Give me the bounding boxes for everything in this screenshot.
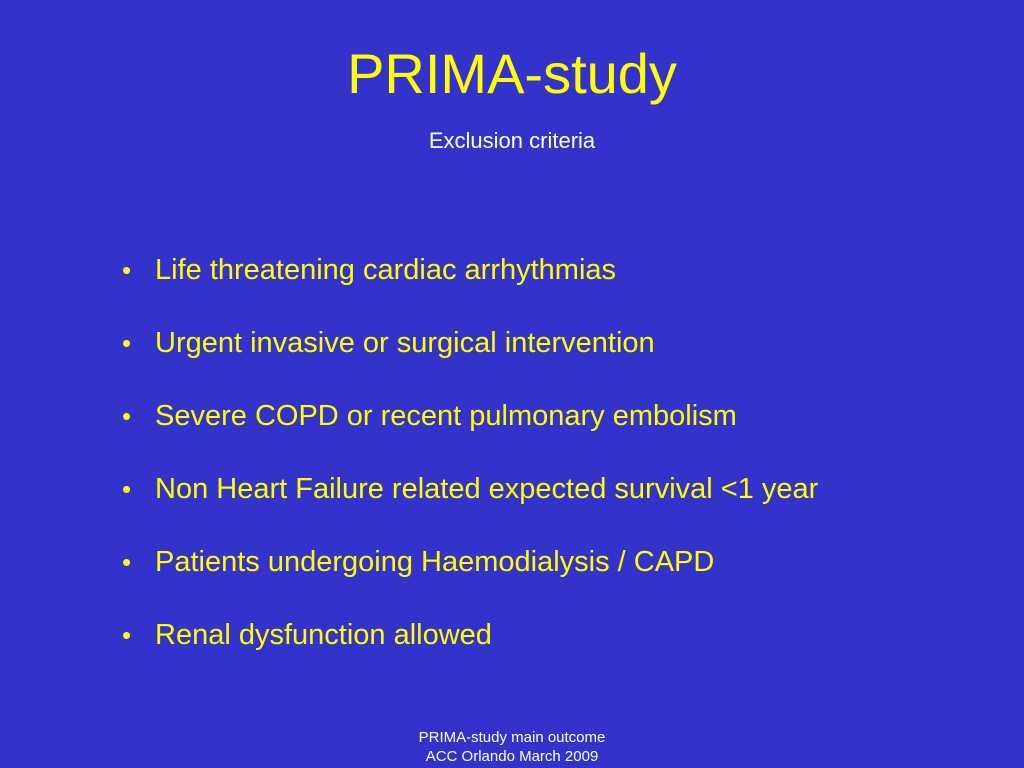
bullet-dot-icon: •: [122, 474, 132, 504]
bullet-text: Renal dysfunction allowed: [155, 619, 492, 651]
bullet-dot-icon: •: [122, 255, 132, 285]
footer-line-2: ACC Orlando March 2009: [425, 748, 599, 765]
bullet-dot-icon: •: [122, 401, 132, 431]
bullet-item: [122, 469, 818, 542]
bullet-item: [122, 396, 818, 469]
bullet-list: [122, 250, 818, 688]
slide-subtitle: Exclusion criteria: [428, 128, 596, 153]
bullet-dot-icon: •: [122, 328, 132, 358]
bullet-text: Non Heart Failure related expected survival <1 year: [155, 473, 819, 505]
bullet-text: Life threatening cardiac arrhythmias: [155, 254, 617, 286]
slide-footer: [0, 728, 1024, 766]
bullet-dot-icon: •: [122, 620, 132, 650]
bullet-item: [122, 250, 818, 323]
footer-line-1: PRIMA-study main outcome: [418, 729, 606, 746]
bullet-text: Urgent invasive or surgical intervention: [155, 327, 655, 359]
slide-title: PRIMA-study: [347, 42, 677, 105]
bullet-text: Severe COPD or recent pulmonary embolism: [155, 400, 737, 432]
bullet-item: [122, 542, 818, 615]
bullet-text: Patients undergoing Haemodialysis / CAPD: [155, 546, 715, 578]
bullet-dot-icon: •: [122, 547, 132, 577]
bullet-item: [122, 323, 818, 396]
bullet-item: [122, 615, 818, 688]
